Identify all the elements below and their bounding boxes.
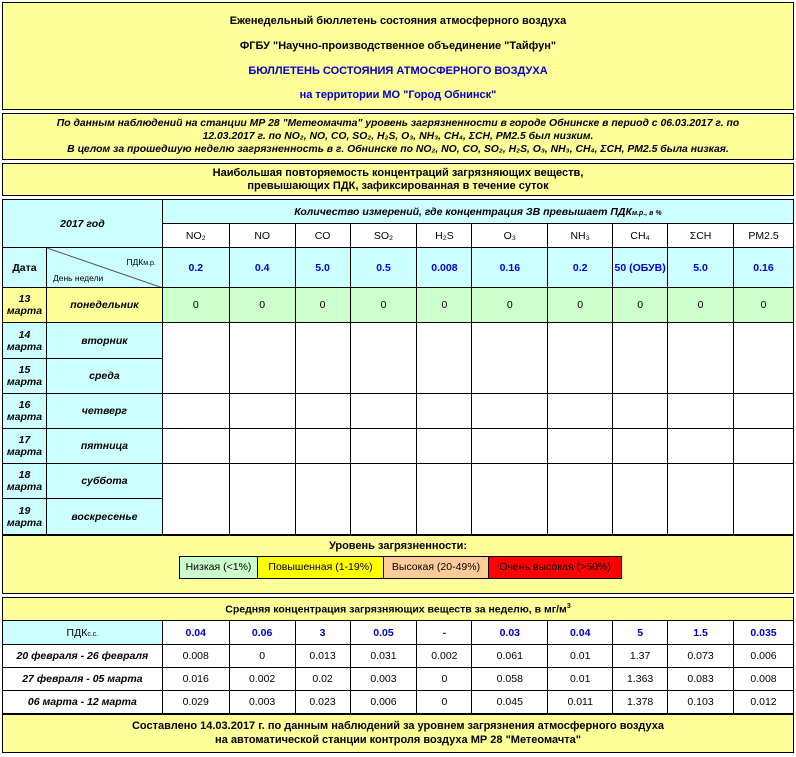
value-cell: [295, 394, 350, 429]
pdk-ss-value: 0.06: [229, 621, 295, 645]
value-cell: [417, 323, 472, 394]
pollution-legend: [179, 556, 622, 579]
avg-value-cell: 0.045: [472, 691, 548, 714]
avg-value-cell: 0.006: [733, 645, 793, 668]
date-header: Дата: [3, 248, 47, 288]
avg-value-cell: 1.37: [613, 645, 668, 668]
avg-value-cell: 0.073: [668, 645, 734, 668]
year-cell: 2017 год: [3, 200, 163, 248]
date-cell: 19 марта: [3, 499, 47, 535]
pdk-value: 5.0: [295, 248, 350, 288]
value-cell: [548, 429, 613, 464]
value-cell: 0: [548, 288, 613, 323]
substance-header: CH₄: [613, 224, 668, 248]
pdk-ss-label: ПДКс.с.: [3, 621, 163, 645]
avg-value-cell: 0.003: [350, 668, 417, 691]
weekday-cell: среда: [46, 359, 162, 394]
value-cell: [350, 323, 417, 394]
pdk-row: [3, 248, 794, 288]
avg-value-cell: 0.023: [295, 691, 350, 714]
footer-block: [2, 714, 794, 753]
pdk-value: 50 (ОБУВ): [613, 248, 668, 288]
substance-header: CO: [295, 224, 350, 248]
avg-value-cell: 1.363: [613, 668, 668, 691]
exceedance-title-2: превышающих ПДК, зафиксированная в течение суток: [247, 180, 549, 192]
pdk-ss-value: 0.05: [350, 621, 417, 645]
summary-line-1: По данным наблюдений на станции МР 28 "Метеомачта" уровень загрязненности в городе Обнинске в период с 06.03.2017 г. по: [56, 118, 740, 129]
pdk-value: 0.2: [162, 248, 229, 288]
value-cell: [548, 464, 613, 535]
exceedance-header: [2, 163, 794, 196]
value-cell: [229, 394, 295, 429]
summary-line-3: В целом за прошедшую неделю загрязненность в г. Обнинске по NO₂, NO, CO, SO₂, H₂S, O₃, NH₃, CH₄, ΣCH, PM2.5 была низкая.: [67, 144, 729, 155]
value-cell: [417, 429, 472, 464]
value-cell: [229, 323, 295, 394]
avg-value-cell: 0.01: [548, 668, 613, 691]
week-row: [3, 645, 794, 668]
value-cell: 0: [295, 288, 350, 323]
value-cell: [733, 394, 793, 429]
average-pdk-row: [3, 621, 794, 645]
exceedance-title-1: Наибольшая повторяемость концентраций загрязняющих веществ,: [212, 167, 584, 179]
avg-value-cell: 0.012: [733, 691, 793, 714]
summary-block: [2, 113, 794, 160]
value-cell: [472, 429, 548, 464]
header-block: [2, 2, 794, 110]
header-bulletin-title: БЮЛЛЕТЕНЬ СОСТОЯНИЯ АТМОСФЕРНОГО ВОЗДУХА: [248, 65, 548, 77]
avg-value-cell: 0.008: [733, 668, 793, 691]
avg-value-cell: 0.029: [162, 691, 229, 714]
value-cell: [613, 429, 668, 464]
value-cell: [472, 394, 548, 429]
legend-high: Высокая (20-49%): [384, 557, 489, 578]
weekday-cell: воскресенье: [46, 499, 162, 535]
avg-value-cell: 0.031: [350, 645, 417, 668]
value-cell: [548, 394, 613, 429]
value-cell: 0: [733, 288, 793, 323]
value-cell: [733, 323, 793, 394]
value-cell: 0: [613, 288, 668, 323]
value-cell: 0: [668, 288, 734, 323]
pdk-ss-value: -: [417, 621, 472, 645]
pdk-value: 0.5: [350, 248, 417, 288]
value-cell: [733, 429, 793, 464]
value-cell: [613, 323, 668, 394]
date-cell: 13 марта: [3, 288, 47, 323]
count-header: Количество измерений, где концентрация ЗВ превышает ПДКм.р., в %: [162, 200, 793, 224]
value-cell: [472, 323, 548, 394]
value-cell: [668, 394, 734, 429]
period-cell: 20 февраля - 26 февраля: [3, 645, 163, 668]
day-row: [3, 394, 794, 429]
pdk-value: 0.16: [733, 248, 793, 288]
pdk-value: 0.008: [417, 248, 472, 288]
avg-value-cell: 0.003: [229, 691, 295, 714]
avg-value-cell: 0.011: [548, 691, 613, 714]
weekday-cell: вторник: [46, 323, 162, 359]
legend-elevated: Повышенная (1-19%): [258, 557, 384, 578]
value-cell: 0: [162, 288, 229, 323]
value-cell: [417, 394, 472, 429]
avg-value-cell: 0: [417, 668, 472, 691]
week-row: [3, 668, 794, 691]
footer-line-2: на автоматической станции контроля воздуха МР 28 "Метеомачта": [215, 734, 581, 746]
value-cell: 0: [350, 288, 417, 323]
average-title: Средняя концентрация загрязняющих веществ за неделю, в $мг/м^3$: [3, 598, 794, 621]
avg-value-cell: 1.378: [613, 691, 668, 714]
exceedance-table: [2, 199, 794, 535]
value-cell: [229, 429, 295, 464]
value-cell: 0: [417, 288, 472, 323]
avg-value-cell: 0.103: [668, 691, 734, 714]
substance-header: NH₃: [548, 224, 613, 248]
pollution-level-title: Уровень загрязненности:: [328, 540, 468, 552]
week-row: [3, 691, 794, 714]
pdk-value: 0.4: [229, 248, 295, 288]
weekday-cell: понедельник: [46, 288, 162, 323]
legend-low: Низкая (<1%): [180, 557, 258, 578]
day-row: [3, 323, 794, 359]
day-row: [3, 464, 794, 499]
pollution-level-block: [2, 535, 794, 594]
value-cell: [613, 394, 668, 429]
average-table: [2, 597, 794, 714]
pdk-ss-value: 0.03: [472, 621, 548, 645]
pdk-ss-value: 0.04: [162, 621, 229, 645]
pdk-value: 5.0: [668, 248, 734, 288]
value-cell: [295, 464, 350, 535]
date-cell: 16 марта: [3, 394, 47, 429]
avg-value-cell: 0.006: [350, 691, 417, 714]
weekday-label: День недели: [52, 273, 104, 283]
pdk-ss-value: 0.04: [548, 621, 613, 645]
substance-header: PM2.5: [733, 224, 793, 248]
value-cell: [417, 464, 472, 535]
substance-header: NO: [229, 224, 295, 248]
avg-value-cell: 0.02: [295, 668, 350, 691]
value-cell: [162, 429, 229, 464]
pdk-weekday-header: [46, 248, 162, 288]
value-cell: [162, 464, 229, 535]
avg-value-cell: 0.01: [548, 645, 613, 668]
value-cell: [295, 429, 350, 464]
value-cell: [295, 323, 350, 394]
legend-very-high: Очень высокая (>50%): [489, 557, 621, 578]
value-cell: [162, 323, 229, 394]
period-cell: 06 марта - 12 марта: [3, 691, 163, 714]
day-row: [3, 288, 794, 323]
avg-value-cell: 0.061: [472, 645, 548, 668]
avg-value-cell: 0: [417, 691, 472, 714]
footer-line-1: Составлено 14.03.2017 г. по данным наблюдений за уровнем загрязнения атмосферного воздуха: [131, 720, 665, 732]
avg-value-cell: 0.016: [162, 668, 229, 691]
weekday-cell: суббота: [46, 464, 162, 499]
value-cell: [350, 464, 417, 535]
value-cell: [668, 323, 734, 394]
value-cell: [350, 429, 417, 464]
avg-value-cell: 0.002: [229, 668, 295, 691]
pdk-ss-value: 5: [613, 621, 668, 645]
value-cell: [472, 464, 548, 535]
weekday-cell: пятница: [46, 429, 162, 464]
avg-value-cell: 0.083: [668, 668, 734, 691]
header-title: Еженедельный бюллетень состояния атмосферного воздуха: [229, 15, 567, 27]
date-cell: 14 марта: [3, 323, 47, 359]
substance-header: NO₂: [162, 224, 229, 248]
pdk-mr-label: ПДКм.р.: [126, 257, 156, 267]
avg-value-cell: 0.008: [162, 645, 229, 668]
value-cell: [668, 429, 734, 464]
value-cell: [668, 464, 734, 535]
value-cell: 0: [472, 288, 548, 323]
avg-value-cell: 0: [229, 645, 295, 668]
pdk-ss-value: 0.035: [733, 621, 793, 645]
substance-header: H₂S: [417, 224, 472, 248]
pdk-ss-value: 1.5: [668, 621, 734, 645]
avg-value-cell: 0.013: [295, 645, 350, 668]
pdk-ss-value: 3: [295, 621, 350, 645]
pdk-value: 0.16: [472, 248, 548, 288]
bulletin: [2, 2, 794, 753]
day-row: [3, 429, 794, 464]
header-organization: ФГБУ "Научно-производственное объединение "Тайфун": [239, 40, 557, 52]
substance-header: O₃: [472, 224, 548, 248]
value-cell: 0: [229, 288, 295, 323]
weekday-cell: четверг: [46, 394, 162, 429]
date-cell: 17 марта: [3, 429, 47, 464]
value-cell: [733, 464, 793, 535]
avg-value-cell: 0.002: [417, 645, 472, 668]
pdk-value: 0.2: [548, 248, 613, 288]
value-cell: [548, 323, 613, 394]
substance-header: ΣCH: [668, 224, 734, 248]
date-cell: 15 марта: [3, 359, 47, 394]
value-cell: [350, 394, 417, 429]
value-cell: [162, 394, 229, 429]
period-cell: 27 февраля - 05 марта: [3, 668, 163, 691]
value-cell: [229, 464, 295, 535]
avg-value-cell: 0.058: [472, 668, 548, 691]
value-cell: [613, 464, 668, 535]
summary-line-2: 12.03.2017 г. по NO₂, NO, CO, SO₂, H₂S, O₃, NH₃, CH₄, ΣCH, PM2.5 был низким.: [202, 131, 594, 142]
header-territory: на территории МО "Город Обнинск": [299, 89, 497, 101]
date-cell: 18 марта: [3, 464, 47, 499]
substance-header: SO₂: [350, 224, 417, 248]
